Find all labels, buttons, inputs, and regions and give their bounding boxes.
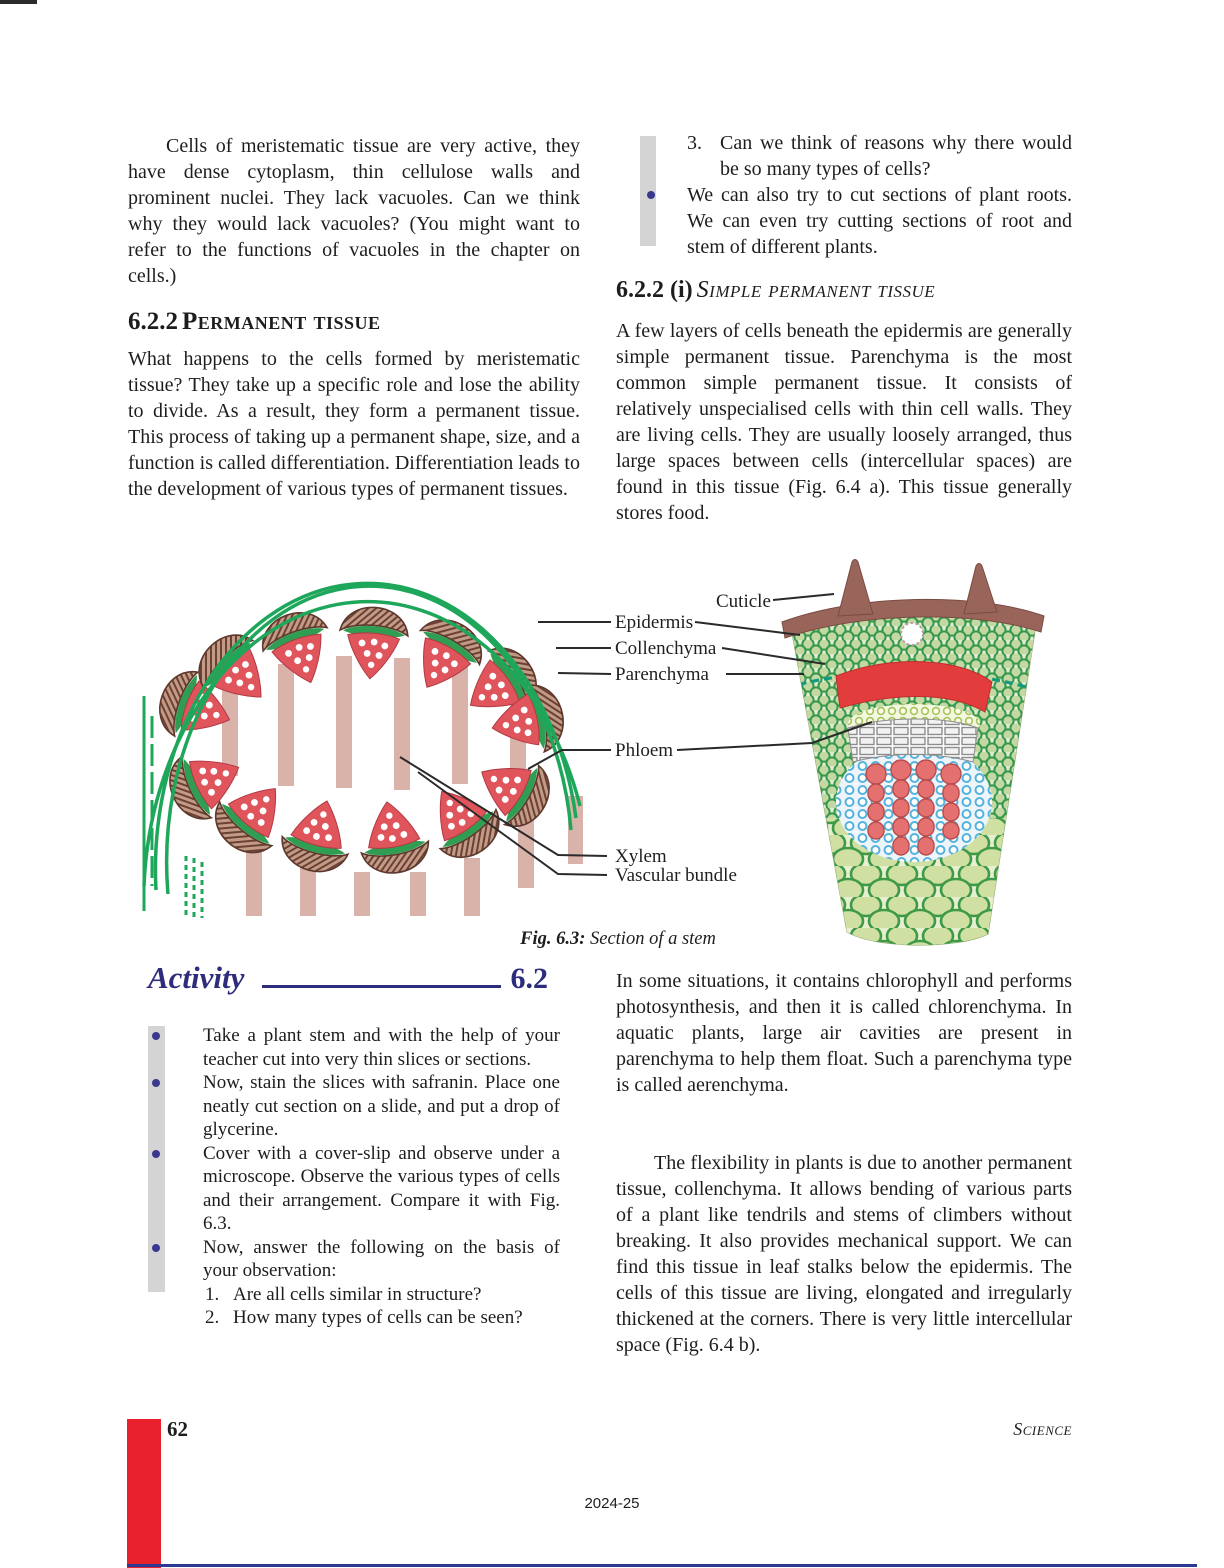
question-text: Are all cells similar in structure? [233, 1283, 482, 1305]
section-title: Permanent tissue [182, 308, 381, 335]
activity-step-text: Now, stain the slices with safranin. Place one neatly cut section on a slide, and put a drop of glycerine. [203, 1072, 560, 1140]
activity-rule [262, 985, 500, 988]
bullet-icon [152, 1032, 160, 1040]
bullet-icon [152, 1150, 160, 1158]
running-head: Science [1013, 1419, 1072, 1439]
activity-number: 6.2 [510, 962, 548, 995]
label-xylem: Xylem [615, 846, 667, 867]
activity-word: Activity [148, 960, 245, 995]
activity-question [203, 1283, 560, 1307]
section-number: 6.2.2 (i) [616, 277, 693, 303]
label-epidermis: Epidermis [615, 612, 694, 633]
activity-step-text: Take a plant stem and with the help of your teacher cut into very thin slices or sections. [203, 1025, 560, 1070]
bullet-icon [152, 1244, 160, 1252]
figure-caption-text: Section of a stem [590, 929, 716, 949]
collenchyma-paragraph: The flexibility in plants is due to another permanent tissue, collenchyma. It allows bending of various parts of a plant like tendrils and stems of climbers without breaking. It also provides mechanical support. We can find this tissue in leaf stalks below the epidermis. The cells of this tissue are living, elongated and irregularly thickened at the corners. There is very little intercellular space (Fig. 6.4 b). [616, 1152, 1072, 1356]
activity-step [148, 1142, 560, 1236]
question-number: 2. [205, 1307, 220, 1328]
list-item-bullet [616, 182, 1072, 260]
section-heading-simple-permanent-tissue [616, 277, 935, 304]
question-list [616, 130, 1072, 260]
chlorenchyma-paragraph: In some situations, it contains chlorophyll and performs photosynthesis, and then it is called chlorenchyma. In aquatic plants, large air cavities are present in parenchyma to help them float. Such a parenchyma type is called aerenchyma. [616, 970, 1072, 1096]
stem-wedge-drawing [778, 560, 1053, 953]
section-number: 6.2.2 [128, 308, 178, 335]
figure-caption-label: Fig. 6.3: [520, 929, 586, 949]
cuticle-horn [838, 560, 873, 617]
activity-step [148, 1236, 560, 1330]
page-number: 62 [167, 1417, 188, 1441]
footer-red-bar [127, 1419, 161, 1568]
bullet-icon [647, 191, 655, 199]
activity-step-text: Now, answer the following on the basis of your observation: [203, 1236, 560, 1281]
label-collenchyma: Collenchyma [615, 638, 717, 659]
label-parenchyma: Parenchyma [615, 664, 709, 685]
intro-paragraph: Cells of meristematic tissue are very active, they have dense cytoplasm, thin cellulose walls and prominent nuclei. They lack vacuoles. Can we think why they would lack vacuoles? (You might want to refer to the functions of vacuoles in the chapter on cells.) [128, 135, 580, 287]
list-item-text: We can also try to cut sections of plant roots. We can even try cutting sections of root and stem of different plants. [687, 184, 1072, 258]
label-cuticle: Cuticle [716, 591, 771, 612]
label-vascular-bundle: Vascular bundle [615, 865, 737, 886]
top-corner-bar [0, 0, 37, 4]
activity-steps [148, 1024, 560, 1330]
list-item-3 [616, 130, 1072, 182]
bullet-icon [152, 1079, 160, 1087]
activity-step [148, 1024, 560, 1071]
question-number: 1. [205, 1283, 220, 1305]
list-item-text: Can we think of reasons why there would be so many types of cells? [720, 132, 1072, 180]
permanent-tissue-paragraph: What happens to the cells formed by meristematic tissue? They take up a specific role and lose the ability to divide. As a result, they form a permanent tissue. This process of taking up a permanent shape, size, and a function is called differentiation. Differentiation leads to the development of various types of permanent tissues. [128, 348, 580, 500]
figure-labels [615, 591, 771, 886]
figure-caption [128, 929, 1108, 950]
figure-6-3 [128, 556, 1084, 952]
section-heading-permanent-tissue [128, 308, 381, 336]
list-item-number: 3. [687, 132, 702, 154]
activity-heading [148, 960, 548, 996]
bottom-blue-rule [127, 1564, 1197, 1567]
stoma-rosette [901, 623, 923, 645]
simple-permanent-tissue-paragraph: A few layers of cells beneath the epidermis are generally simple permanent tissue. Parenchyma is the most common simple permanent tissue. It consists of relatively unspecialised cells with thin cell walls. They are living cells. They are usually loosely arranged, thus large spaces between cells (intercellular spaces) are found in this tissue (Fig. 6.4 a). This tissue generally stores food. [616, 320, 1072, 524]
edition-year: 2024-25 [584, 1495, 640, 1512]
activity-step [148, 1071, 560, 1142]
activity-question [203, 1306, 560, 1330]
question-text: How many types of cells can be seen? [233, 1307, 523, 1328]
stem-section-drawing [144, 583, 583, 918]
cuticle-horn [964, 564, 997, 615]
label-phloem: Phloem [615, 740, 674, 761]
section-title: Simple permanent tissue [696, 277, 936, 303]
activity-step-text: Cover with a cover-slip and observe under a microscope. Observe the various types of cells and their arrangement. Compare it with Fig. 6.3. [203, 1142, 560, 1234]
